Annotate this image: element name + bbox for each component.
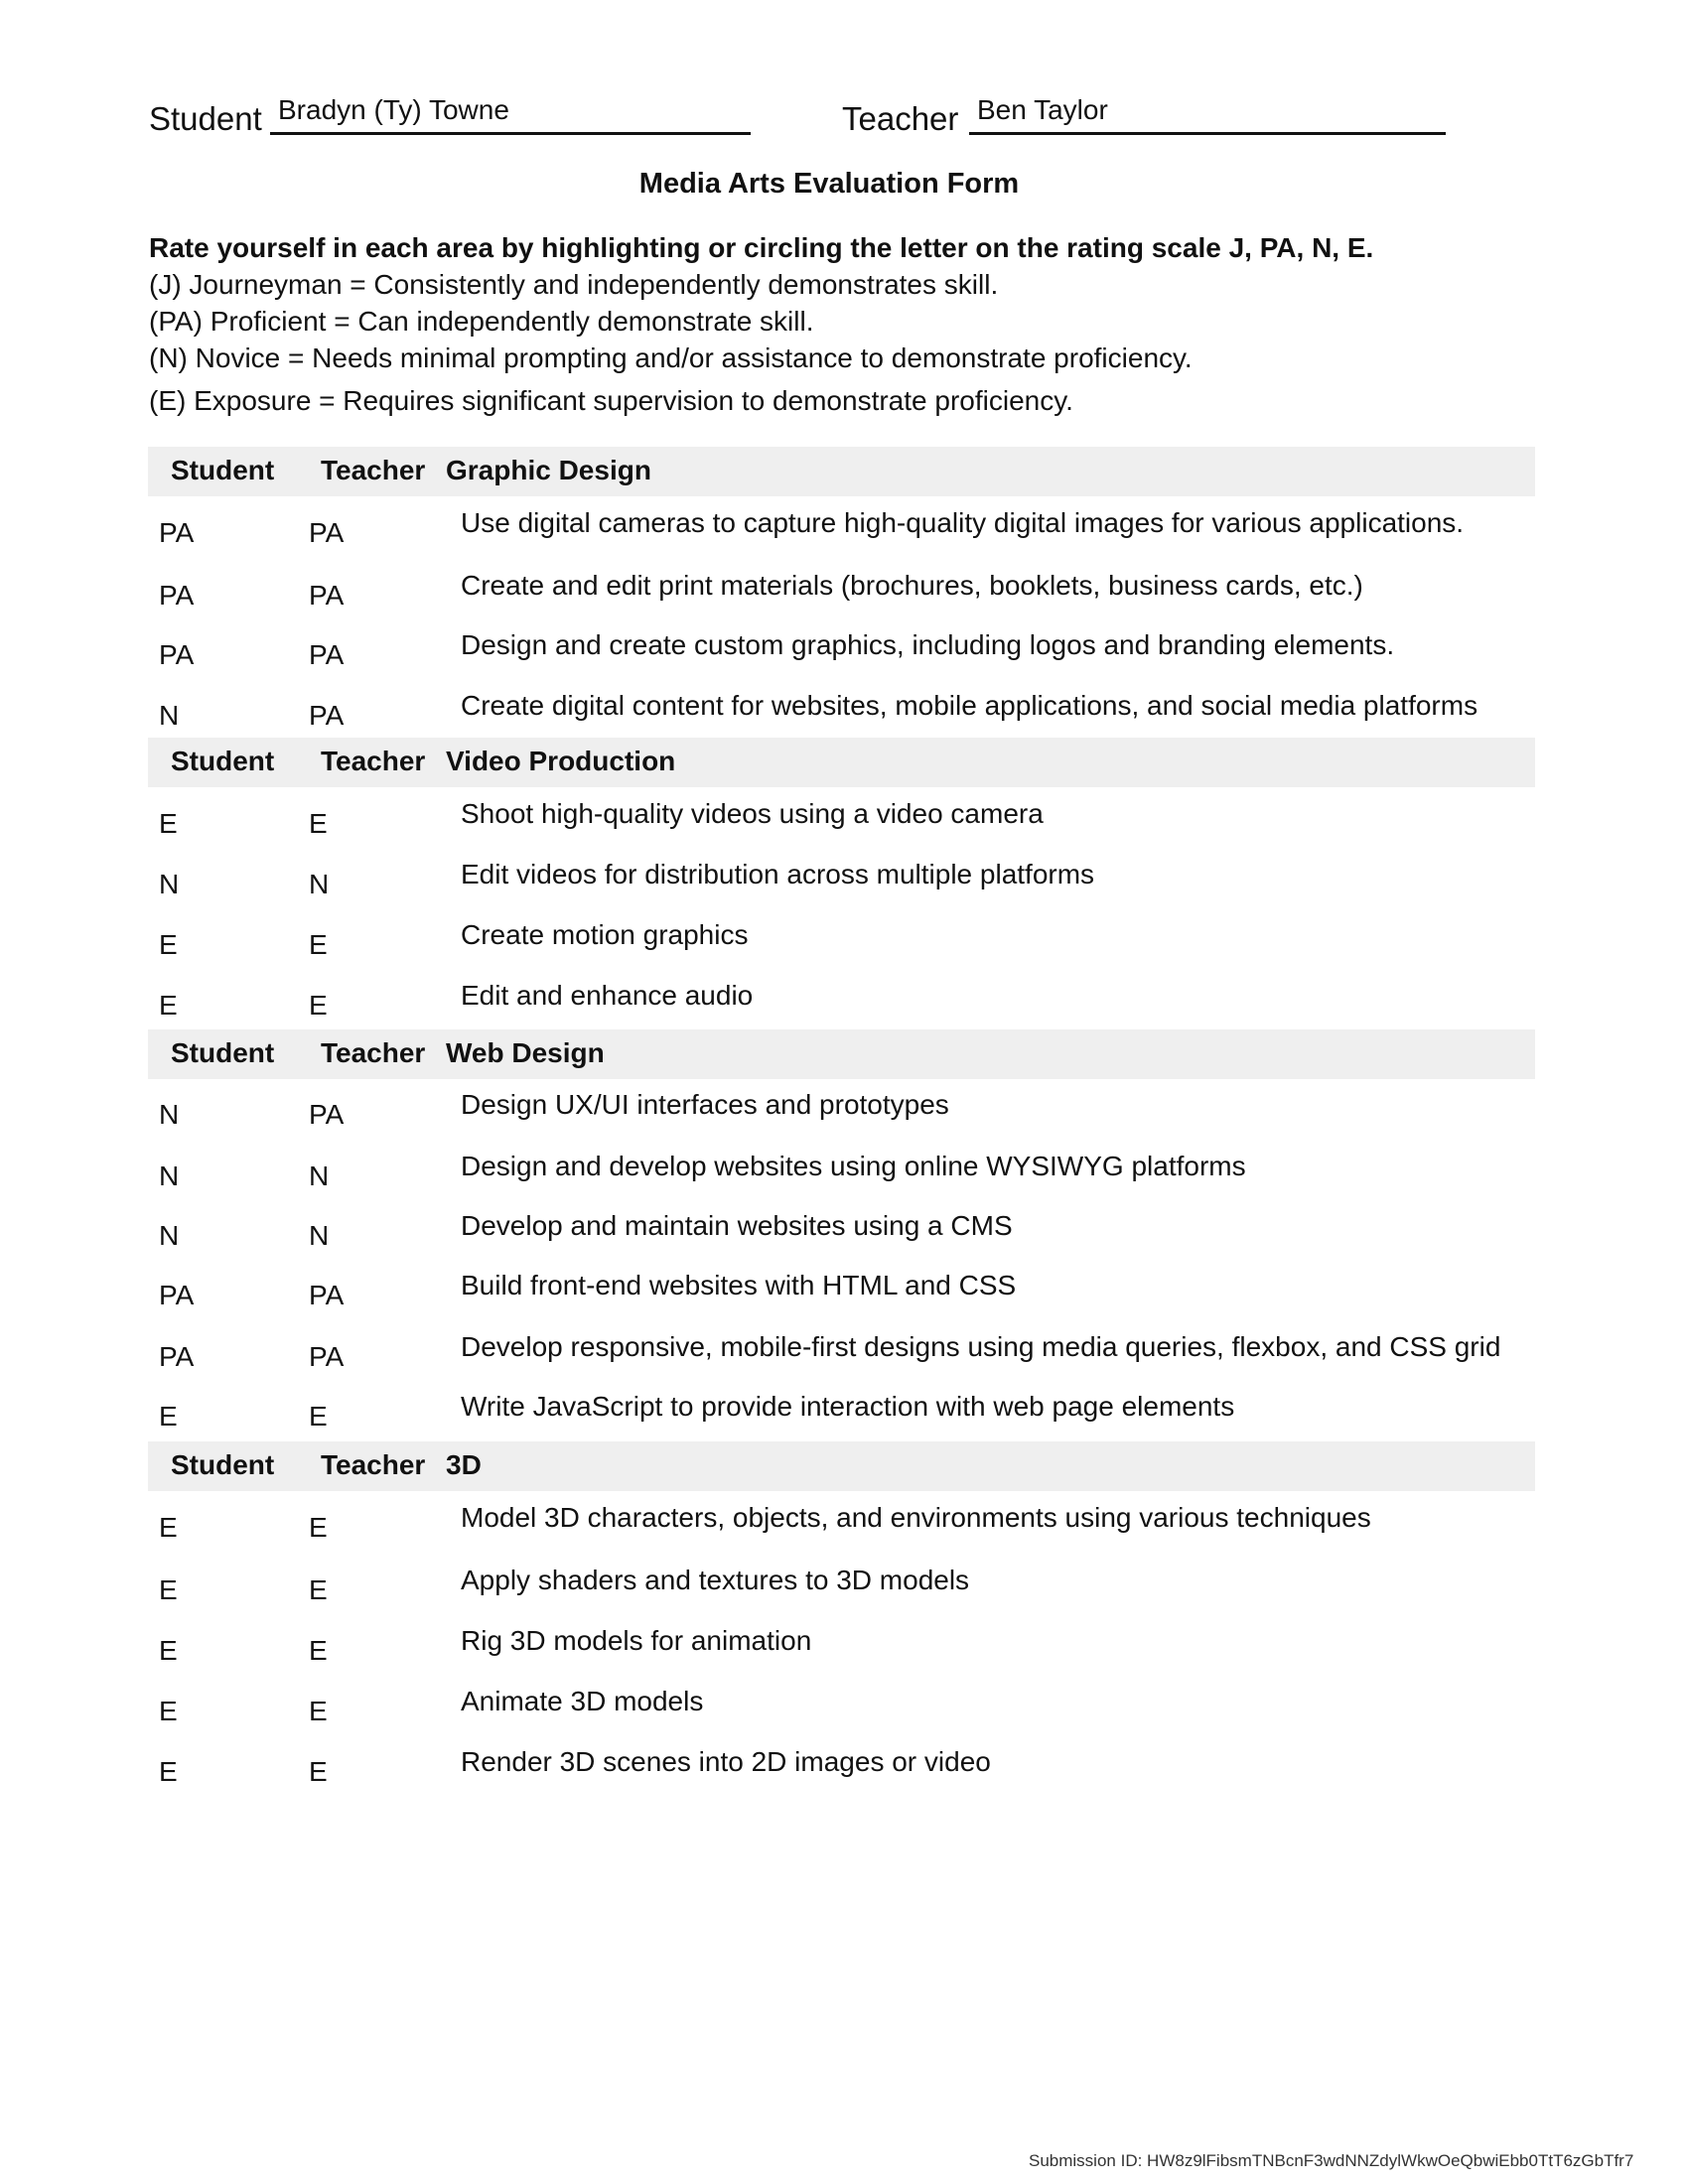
teacher-rating[interactable]: N bbox=[309, 1220, 330, 1251]
student-rating[interactable]: E bbox=[159, 990, 178, 1021]
skill-description: Use digital cameras to capture high-quality digital images for various applications. bbox=[461, 507, 1465, 538]
teacher-rating[interactable]: E bbox=[309, 929, 328, 960]
legend-proficient: (PA) Proficient = Can independently demonstrate skill. bbox=[149, 306, 814, 337]
teacher-rating[interactable]: E bbox=[309, 1696, 328, 1726]
section-title: Web Design bbox=[446, 1037, 605, 1068]
teacher-rating[interactable]: PA bbox=[309, 1280, 345, 1310]
skill-description: Design and create custom graphics, including logos and branding elements. bbox=[461, 629, 1395, 660]
teacher-rating[interactable]: E bbox=[309, 990, 328, 1021]
table-row bbox=[0, 1685, 1638, 1744]
skill-description: Shoot high-quality videos using a video camera bbox=[461, 798, 1044, 829]
section-header bbox=[148, 1441, 1535, 1491]
skill-description: Create digital content for websites, mobile applications, and social media platforms bbox=[461, 690, 1478, 721]
teacher-rating[interactable]: PA bbox=[309, 517, 345, 548]
table-row bbox=[0, 918, 1638, 978]
legend-exposure: (E) Exposure = Requires significant supervision to demonstrate proficiency. bbox=[149, 385, 1073, 416]
teacher-rating[interactable]: E bbox=[309, 1756, 328, 1787]
section-header bbox=[148, 1029, 1535, 1079]
column-header-teacher: Teacher bbox=[321, 746, 426, 776]
student-rating[interactable]: E bbox=[159, 808, 178, 839]
table-row bbox=[0, 1330, 1638, 1390]
column-header-teacher: Teacher bbox=[321, 1449, 426, 1480]
teacher-name-field[interactable]: Ben Taylor bbox=[969, 93, 1446, 135]
instructions-heading: Rate yourself in each area by highlighting or circling the letter on the rating scale J, PA, N, E. bbox=[149, 232, 1374, 263]
table-row bbox=[0, 1088, 1638, 1148]
skill-description: Model 3D characters, objects, and environments using various techniques bbox=[461, 1502, 1371, 1533]
section-title: 3D bbox=[446, 1449, 482, 1480]
skill-description: Apply shaders and textures to 3D models bbox=[461, 1565, 970, 1595]
table-row bbox=[0, 1564, 1638, 1623]
table-row bbox=[0, 1501, 1638, 1561]
student-rating[interactable]: N bbox=[159, 1160, 180, 1191]
skill-description: Design and develop websites using online WYSIWYG platforms bbox=[461, 1151, 1246, 1181]
column-header-student: Student bbox=[171, 455, 275, 485]
student-rating[interactable]: E bbox=[159, 1756, 178, 1787]
teacher-rating[interactable]: PA bbox=[309, 639, 345, 670]
student-rating[interactable]: PA bbox=[159, 517, 195, 548]
skill-description: Edit videos for distribution across multiple platforms bbox=[461, 859, 1095, 889]
skill-description: Design UX/UI interfaces and prototypes bbox=[461, 1089, 949, 1120]
student-rating[interactable]: E bbox=[159, 1696, 178, 1726]
column-header-teacher: Teacher bbox=[321, 1037, 426, 1068]
skill-description: Animate 3D models bbox=[461, 1686, 704, 1716]
table-row bbox=[0, 797, 1638, 857]
teacher-rating[interactable]: E bbox=[309, 808, 328, 839]
section-title: Video Production bbox=[446, 746, 676, 776]
student-rating[interactable]: E bbox=[159, 1401, 178, 1432]
student-rating[interactable]: PA bbox=[159, 580, 195, 611]
column-header-teacher: Teacher bbox=[321, 455, 426, 485]
table-row bbox=[0, 1269, 1638, 1328]
teacher-rating[interactable]: PA bbox=[309, 700, 345, 731]
table-row bbox=[0, 1745, 1638, 1805]
column-header-student: Student bbox=[171, 746, 275, 776]
skill-description: Edit and enhance audio bbox=[461, 980, 754, 1011]
teacher-rating[interactable]: N bbox=[309, 869, 330, 899]
skill-description: Build front-end websites with HTML and CSS bbox=[461, 1270, 1017, 1300]
section-header bbox=[148, 738, 1535, 787]
section-header bbox=[148, 447, 1535, 496]
student-name-field[interactable]: Bradyn (Ty) Towne bbox=[270, 93, 751, 135]
student-rating[interactable]: E bbox=[159, 1512, 178, 1543]
skill-description: Develop and maintain websites using a CMS bbox=[461, 1210, 1013, 1241]
student-rating[interactable]: PA bbox=[159, 639, 195, 670]
table-row bbox=[0, 569, 1638, 628]
table-row bbox=[0, 1390, 1638, 1449]
teacher-rating[interactable]: E bbox=[309, 1574, 328, 1605]
student-rating[interactable]: N bbox=[159, 1220, 180, 1251]
student-rating[interactable]: E bbox=[159, 929, 178, 960]
skill-description: Rig 3D models for animation bbox=[461, 1625, 812, 1656]
teacher-rating[interactable]: PA bbox=[309, 580, 345, 611]
teacher-rating[interactable]: PA bbox=[309, 1099, 345, 1130]
student-label: Student bbox=[149, 100, 262, 137]
table-row bbox=[0, 506, 1638, 566]
table-row bbox=[0, 1150, 1638, 1209]
teacher-label: Teacher bbox=[842, 100, 959, 137]
table-row bbox=[0, 858, 1638, 917]
teacher-rating[interactable]: N bbox=[309, 1160, 330, 1191]
legend-novice: (N) Novice = Needs minimal prompting and/or assistance to demonstrate proficiency. bbox=[149, 342, 1193, 373]
page-title: Media Arts Evaluation Form bbox=[638, 168, 1020, 200]
table-row bbox=[0, 628, 1638, 688]
submission-id: Submission ID: HW8z9lFibsmTNBcnF3wdNNZdylWkwOeQbwiEbb0TtT6zGbTfr7 bbox=[1029, 2151, 1634, 2170]
teacher-rating[interactable]: PA bbox=[309, 1341, 345, 1372]
student-rating[interactable]: E bbox=[159, 1635, 178, 1666]
legend-journeyman: (J) Journeyman = Consistently and independently demonstrates skill. bbox=[149, 269, 999, 300]
teacher-rating[interactable]: E bbox=[309, 1512, 328, 1543]
student-rating[interactable]: N bbox=[159, 1099, 180, 1130]
skill-description: Write JavaScript to provide interaction with web page elements bbox=[461, 1391, 1235, 1422]
student-rating[interactable]: N bbox=[159, 869, 180, 899]
column-header-student: Student bbox=[171, 1037, 275, 1068]
student-rating[interactable]: E bbox=[159, 1574, 178, 1605]
table-row bbox=[0, 1209, 1638, 1269]
student-rating[interactable]: PA bbox=[159, 1341, 195, 1372]
student-rating[interactable]: PA bbox=[159, 1280, 195, 1310]
column-header-student: Student bbox=[171, 1449, 275, 1480]
skill-description: Render 3D scenes into 2D images or video bbox=[461, 1746, 991, 1777]
skill-description: Create motion graphics bbox=[461, 919, 749, 950]
table-row bbox=[0, 1624, 1638, 1684]
section-title: Graphic Design bbox=[446, 455, 651, 485]
skill-description: Develop responsive, mobile-first designs using media queries, flexbox, and CSS grid bbox=[461, 1331, 1501, 1362]
skill-description: Create and edit print materials (brochures, booklets, business cards, etc.) bbox=[461, 570, 1363, 601]
teacher-rating[interactable]: E bbox=[309, 1401, 328, 1432]
student-rating[interactable]: N bbox=[159, 700, 180, 731]
teacher-rating[interactable]: E bbox=[309, 1635, 328, 1666]
